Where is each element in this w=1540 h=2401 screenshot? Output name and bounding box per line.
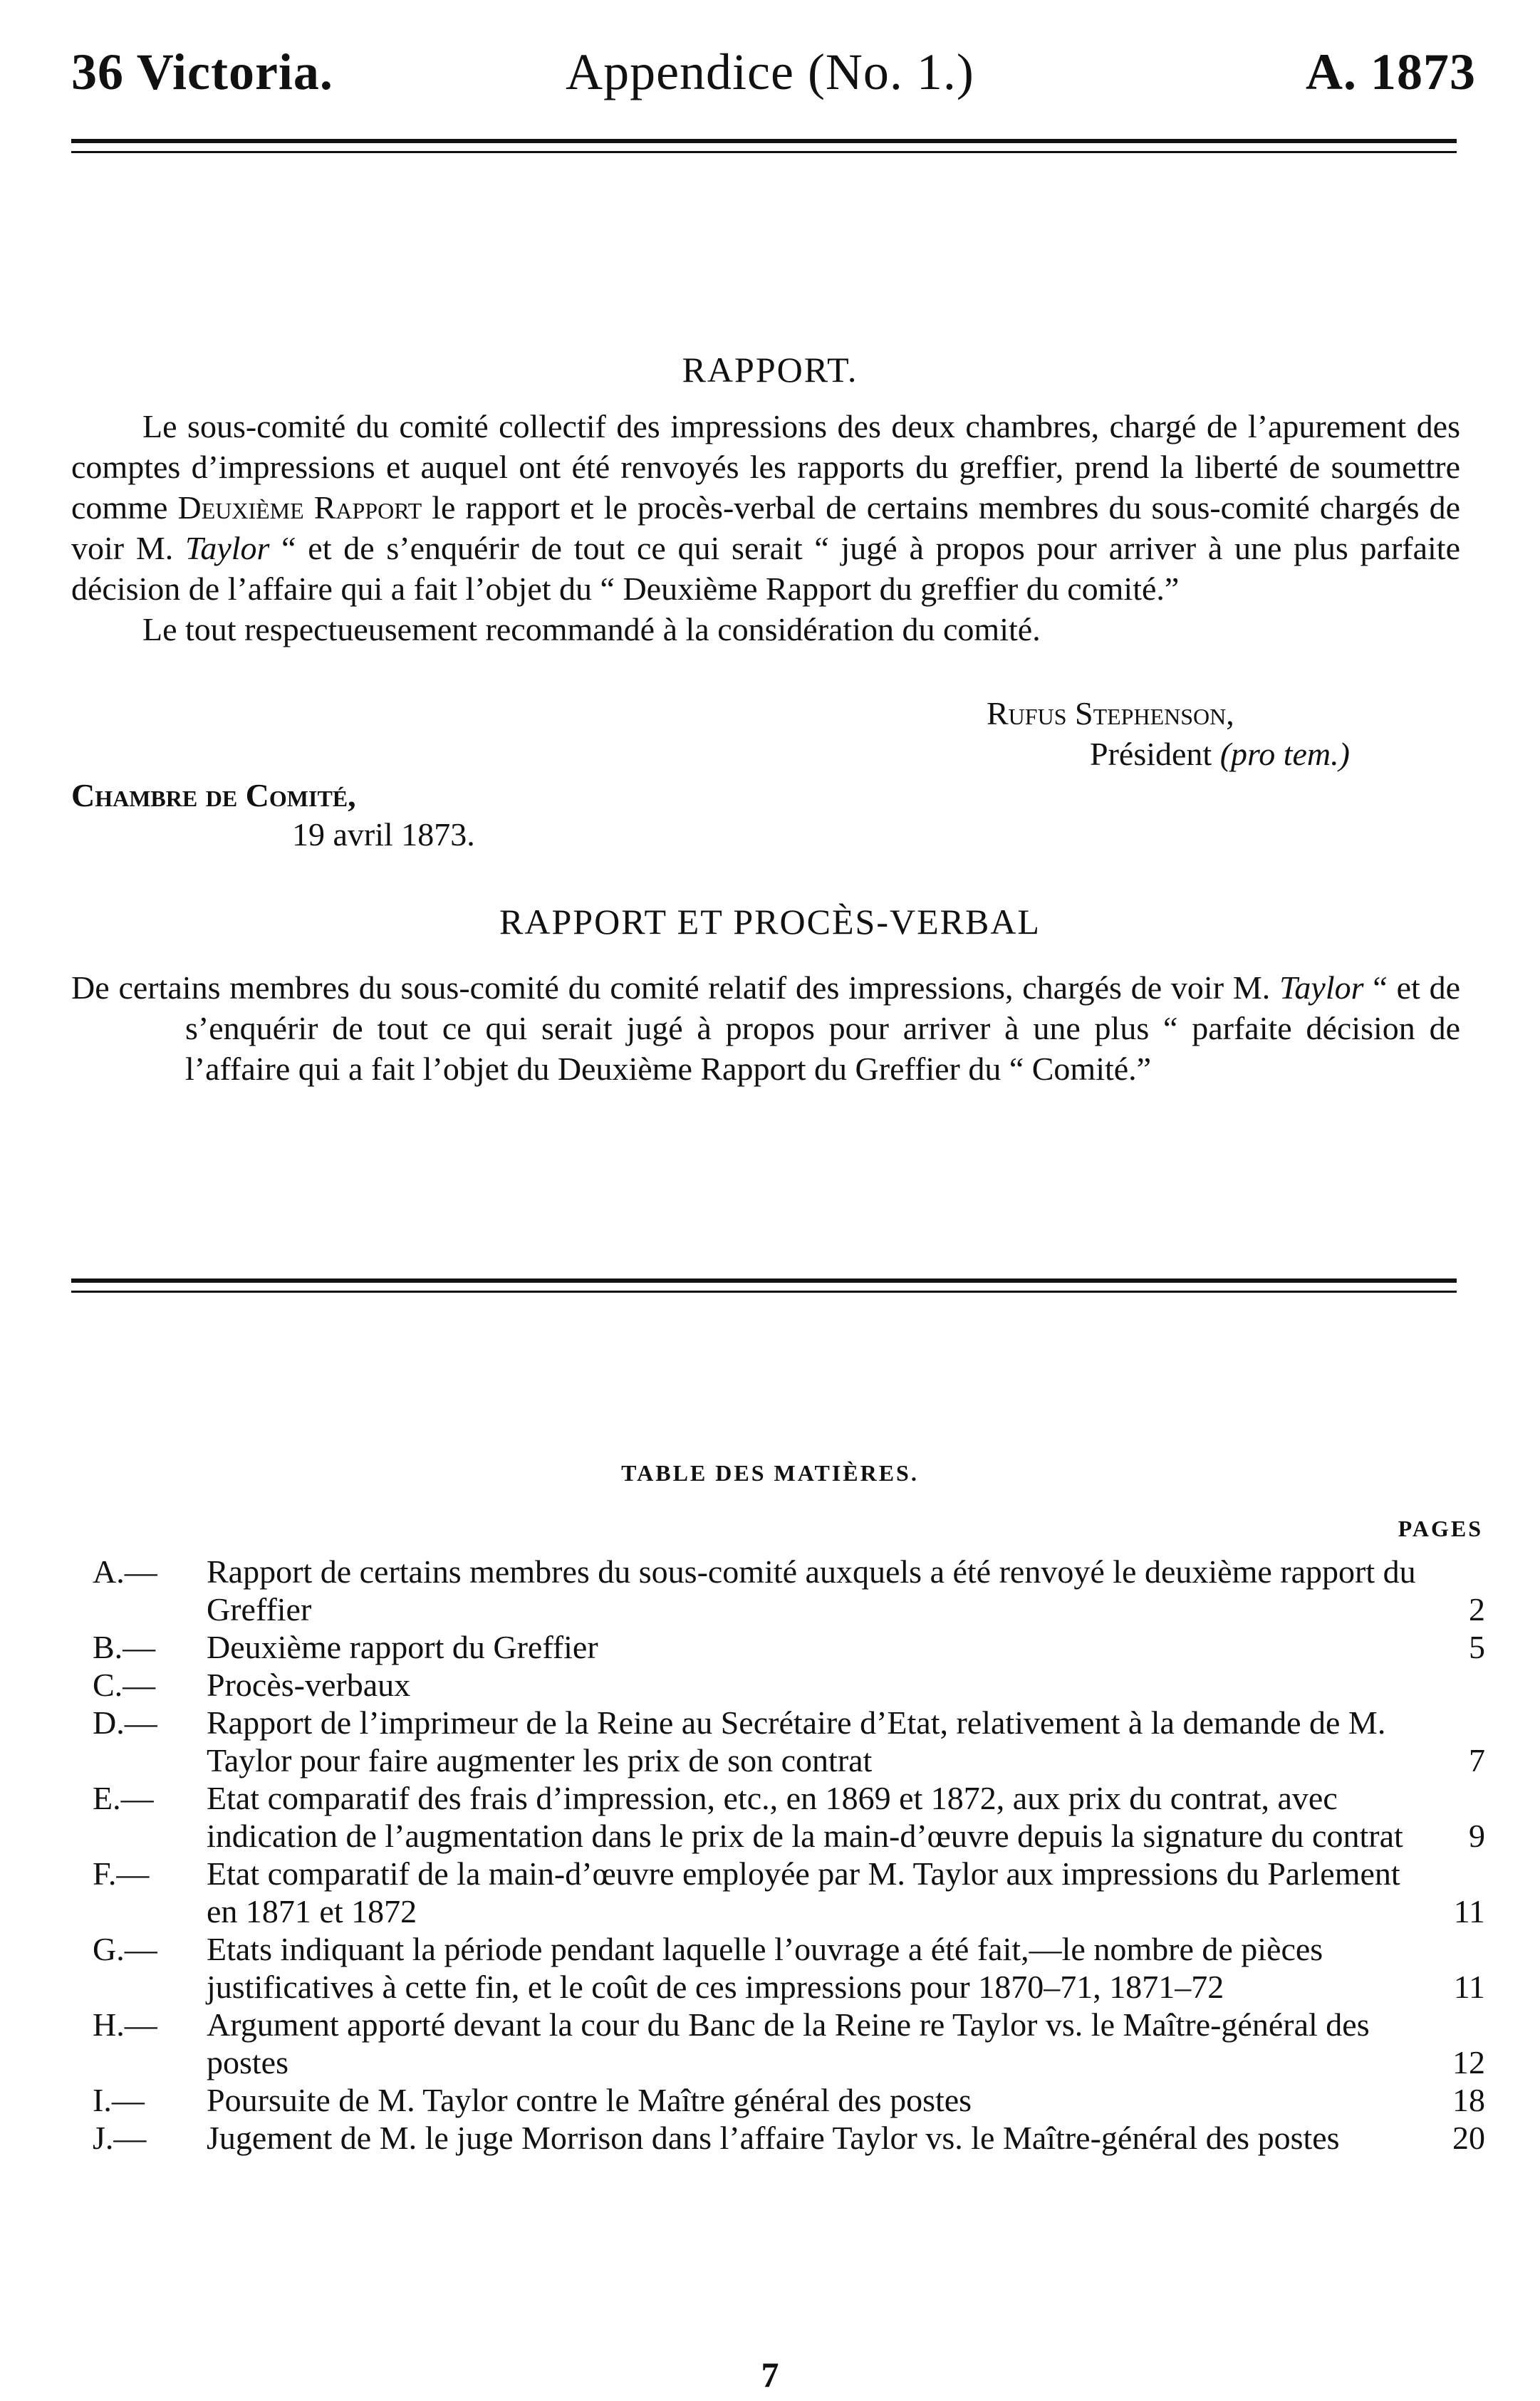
toc-entry-f: F.— Etat comparatif de la main-d’œuvre employée par M. Taylor aux impressions du Parlement en 1871 et 1872 11 bbox=[93, 1855, 1485, 1929]
toc-entry-e: E.— Etat comparatif des frais d’impression, etc., en 1869 et 1872, aux prix du contrat, avec indication de l’augmentation dans le prix de la main-d’œuvre depuis la signature du contrat 9 bbox=[93, 1780, 1485, 1854]
toc-entry-h: H.— Argument apporté devant la cour du Banc de la Reine re Taylor vs. le Maître-général des postes 12 bbox=[93, 2006, 1485, 2080]
report-paragraph-2: Le tout respectueusement recommandé à la considération du comité. bbox=[142, 611, 1041, 647]
proces-verbal-title: RAPPORT ET PROCÈS-VERBAL bbox=[499, 902, 1041, 942]
header-left: 36 Victoria. bbox=[71, 43, 333, 100]
page-number: 7 bbox=[761, 2355, 779, 2395]
toc-entry-j: J.— Jugement de M. le juge Morrison dans l’affaire Taylor vs. le Maître-général des postes 20 bbox=[93, 2120, 1485, 2156]
toc-pages-label: PAGES bbox=[1398, 1516, 1483, 1541]
section-rule-thin bbox=[71, 1291, 1457, 1293]
proces-verbal-body: De certains membres du sous-comité du comité relatif des impressions, chargés de voir M. Taylor “ et de s’enquérir de tout ce qui serait jugé à propos pour arriver à une plus “ parfaite décision de l’affaire qui a fait l’objet du Deuxième Rapport du Greffier du “ Comité.” bbox=[71, 969, 1460, 1087]
date: 19 avril 1873. bbox=[292, 816, 475, 853]
toc-title: TABLE DES MATIÈRES. bbox=[621, 1460, 919, 1486]
section-rule bbox=[71, 1278, 1457, 1283]
header-rule bbox=[71, 139, 1457, 143]
toc-entry-g: G.— Etats indiquant la période pendant laquelle l’ouvrage a été fait,—le nombre de pièces justificatives à cette fin, et le coût de ces impressions pour 1870–71, 1871–72 11 bbox=[93, 1931, 1485, 2005]
toc-entry-c: C.— Procès-verbaux bbox=[93, 1667, 411, 1703]
toc-entry-d: D.— Rapport de l’imprimeur de la Reine au Secrétaire d’Etat, relativement à la demande de M. Taylor pour faire augmenter les prix de son contrat 7 bbox=[93, 1704, 1485, 1778]
header-center: Appendice (No. 1.) bbox=[566, 43, 974, 100]
report-body bbox=[71, 406, 1460, 650]
report-paragraph-1: Le sous-comité du comité collectif des impressions des deux chambres, chargé de l’apurement des comptes d’impressions et auquel ont été renvoyés les rapports du greffier, prend la liberté de soumettre comme Deuxième Rapport le rapport et le procès-verbal de certains membres du sous-comité chargés de voir M. Taylor “ et de s’enquérir de tout ce qui serait “ jugé à propos pour arriver à une plus parfaite décision de l’affaire qui a fait l’objet du “ Deuxième Rapport du greffier du comité.” bbox=[71, 408, 1461, 607]
toc-entry-i: I.— Poursuite de M. Taylor contre le Maître général des postes 18 bbox=[93, 2082, 1485, 2118]
signature-name: Rufus Stephenson, bbox=[987, 695, 1234, 731]
toc-entry-a: A.— Rapport de certains membres du sous-comité auxquels a été renvoyé le deuxième rapport du Greffier 2 bbox=[93, 1553, 1485, 1627]
header-right: A. 1873 bbox=[1306, 43, 1476, 100]
toc-list bbox=[85, 1553, 1485, 2157]
report-title: RAPPORT. bbox=[682, 350, 858, 390]
place: Chambre de Comité, bbox=[71, 777, 356, 813]
toc-entry-b: B.— Deuxième rapport du Greffier 5 bbox=[93, 1629, 1485, 1665]
signature-title: Président (pro tem.) bbox=[1090, 736, 1350, 772]
header-rule-thin bbox=[71, 151, 1457, 153]
